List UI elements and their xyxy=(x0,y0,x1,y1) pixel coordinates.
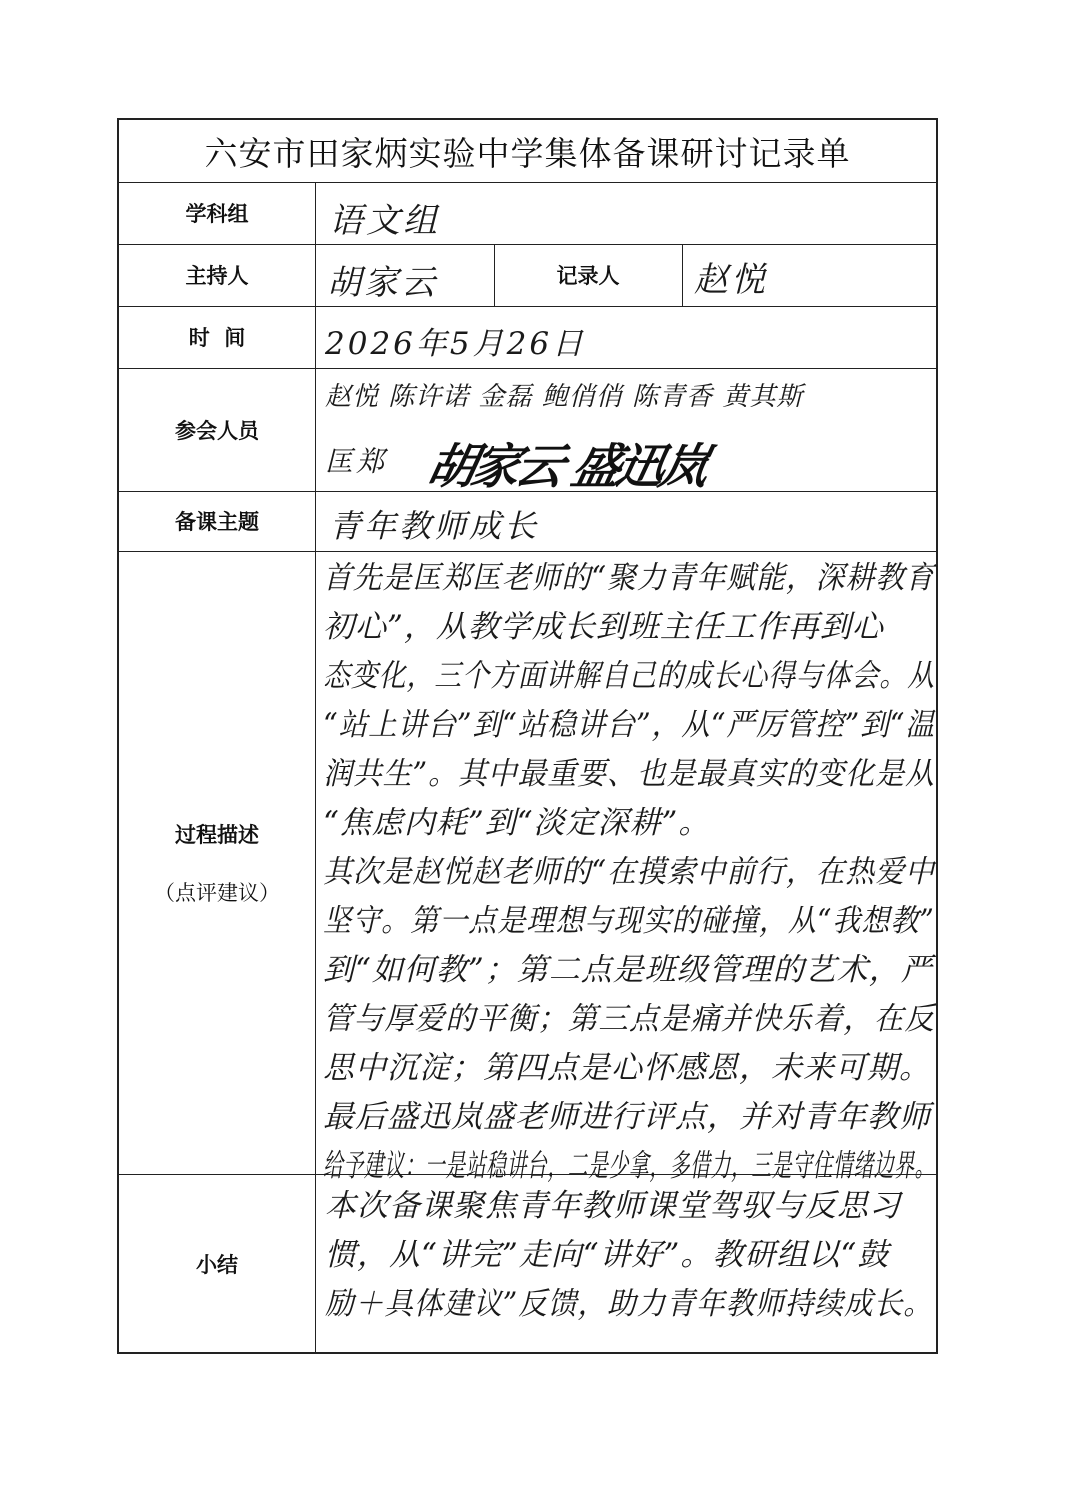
process-description xyxy=(323,554,935,1191)
text-line: 其次是赵悦赵老师的“在摸索中前行，在热爱中 xyxy=(323,854,935,890)
text-line: 到“如何教”；第二点是班级管理的艺术，严 xyxy=(323,952,933,988)
text-line: 最后盛迅岚盛老师进行评点，并对青年教师 xyxy=(323,1099,931,1135)
host-label: 主持人 xyxy=(185,264,249,288)
attendees-line-2: 匡郑 xyxy=(325,445,388,478)
text-line: 初心”，从教学成长到班主任工作再到心 xyxy=(323,609,884,645)
host-value: 胡家云 xyxy=(327,263,438,303)
subject-group-value: 语文组 xyxy=(329,201,440,241)
text-line: 本次备课聚焦青年教师课堂驾驭与反思习 xyxy=(325,1188,901,1224)
column-divider xyxy=(682,244,683,306)
attendees-line-1: 赵悦 陈许诺 金磊 鲍俏俏 陈青香 黄其斯 xyxy=(325,382,804,412)
time-label: 时 间 xyxy=(188,326,246,350)
text-line: “站上讲台”到“站稳讲台”，从“严厉管控”到“温 xyxy=(323,707,935,743)
text-line: “焦虑内耗”到“淡定深耕”。 xyxy=(323,805,711,841)
topic-value: 青年教师成长 xyxy=(329,507,540,545)
text-line: 坚守。第一点是理想与现实的碰撞，从“我想教” xyxy=(323,903,935,939)
attendees-signatures: 胡家云 盛迅岚 xyxy=(422,439,711,495)
attendees-label: 参会人员 xyxy=(175,418,259,443)
text-line: 励＋具体建议”反馈，助力青年教师持续成长。 xyxy=(325,1286,933,1322)
text-line: 态变化，三个方面讲解自己的成长心得与体会。从 xyxy=(323,658,935,694)
text-line: 管与厚爱的平衡；第三点是痛并快乐着，在反 xyxy=(323,1001,935,1037)
text-line: 首先是匡郑匡老师的“聚力青年赋能，深耕教育 xyxy=(323,560,935,596)
recorder-value: 赵悦 xyxy=(694,260,768,300)
form-title: 六安市田家炳实验中学集体备课研讨记录单 xyxy=(204,133,851,173)
topic-label: 备课主题 xyxy=(175,510,259,534)
text-line: 润共生”。其中最重要、也是最真实的变化是从 xyxy=(323,756,935,792)
text-line: 思中沉淀；第四点是心怀感恩，未来可期。 xyxy=(323,1050,931,1086)
summary-text xyxy=(325,1182,933,1329)
time-value: 2026年5月26日 xyxy=(325,326,587,362)
process-label: 过程描述 xyxy=(175,822,259,847)
process-sublabel: （点评建议） xyxy=(154,880,280,905)
text-line: 给予建议：一是站稳讲台，二是少拿，多借力，三是守住情绪边界。 xyxy=(323,1148,935,1184)
column-divider xyxy=(315,182,316,1352)
text-line: 惯，从“讲完”走向“讲好”。教研组以“鼓 xyxy=(325,1237,890,1273)
summary-label: 小结 xyxy=(196,1253,238,1277)
process-label-group xyxy=(119,551,315,1174)
subject-group-label: 学科组 xyxy=(185,202,249,226)
recorder-label: 记录人 xyxy=(556,264,620,288)
record-form xyxy=(117,118,938,1354)
